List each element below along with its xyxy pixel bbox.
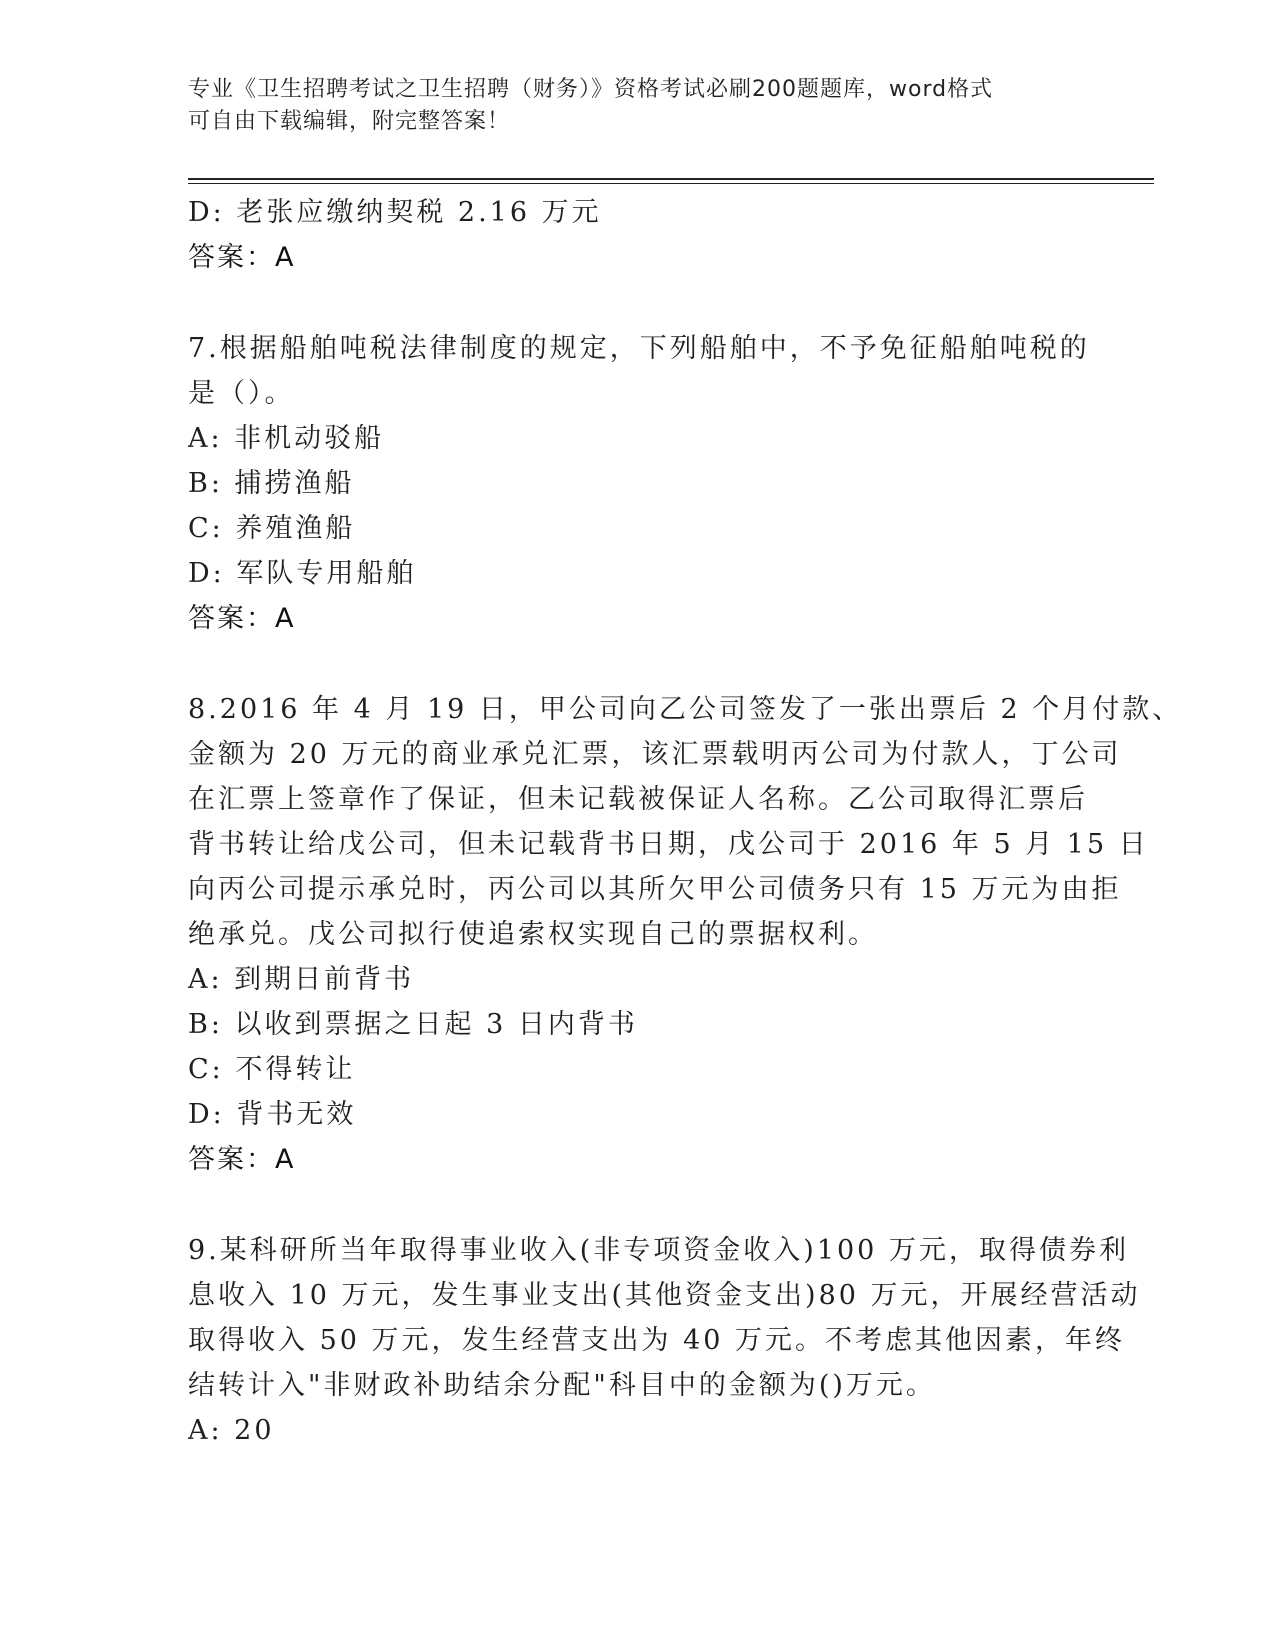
q8-stem-line-6: 绝承兑。戊公司拟行使追索权实现自己的票据权利。 [188,919,878,950]
question-spacer [188,641,1088,687]
q8-option-c: C: 不得转让 [188,1054,356,1085]
question-spacer [188,280,1088,326]
question-6-tail [188,190,1088,280]
q7-option-b: B: 捕捞渔船 [188,468,355,499]
q7-option-c: C: 养殖渔船 [188,513,356,544]
q8-option-d: D: 背书无效 [188,1099,357,1130]
q7-option-d: D: 军队专用船舶 [188,558,417,589]
header-title-line-1: 专业《卫生招聘考试之卫生招聘（财务）》资格考试必刷200题题库，word格式 [188,77,994,102]
q8-option-b: B: 以收到票据之日起 3 日内背书 [188,1009,638,1040]
header-title-line-2: 可自由下载编辑，附完整答案！ [188,109,511,134]
q6-answer: 答案：A [188,242,296,273]
q8-stem-line-2: 金额为 20 万元的商业承兑汇票，该汇票载明丙公司为付款人，丁公司 [188,739,1122,770]
question-spacer [188,1182,1088,1228]
question-9 [188,1228,1141,1453]
question-8 [188,687,1183,1182]
header-divider-thin [188,183,1154,184]
q7-stem-line-1: 7.根据船舶吨税法律制度的规定，下列船舶中，不予免征船舶吨税的 [188,333,1090,364]
q9-stem-line-1: 9.某科研所当年取得事业收入(非专项资金收入)100 万元，取得债券利 [188,1235,1129,1266]
page-header [188,74,1068,138]
q9-option-a: A: 20 [188,1415,275,1446]
q8-stem-line-1: 8.2016 年 4 月 19 日，甲公司向乙公司签发了一张出票后 2 个月付款、 [188,694,1183,725]
q7-stem-line-2: 是（）。 [188,378,295,409]
question-7 [188,326,1088,641]
question-content [188,190,1183,1453]
q7-option-a: A: 非机动驳船 [188,423,385,454]
q6-option-d: D: 老张应缴纳契税 2.16 万元 [188,197,602,228]
q8-stem-line-4: 背书转让给戊公司，但未记载背书日期，戊公司于 2016 年 5 月 15 日 [188,829,1149,860]
q8-answer: 答案：A [188,1144,296,1175]
q9-stem-line-2: 息收入 10 万元，发生事业支出(其他资金支出)80 万元，开展经营活动 [188,1280,1141,1311]
q7-answer: 答案：A [188,603,296,634]
q9-stem-line-3: 取得收入 50 万元，发生经营支出为 40 万元。不考虑其他因素，年终 [188,1325,1126,1356]
q8-option-a: A: 到期日前背书 [188,964,415,995]
q9-stem-line-4: 结转计入"非财政补助结余分配"科目中的金额为()万元。 [188,1370,936,1401]
header-divider-thick [188,178,1154,180]
q8-stem-line-3: 在汇票上签章作了保证，但未记载被保证人名称。乙公司取得汇票后 [188,784,1088,815]
q8-stem-line-5: 向丙公司提示承兑时，丙公司以其所欠甲公司债务只有 15 万元为由拒 [188,874,1122,905]
